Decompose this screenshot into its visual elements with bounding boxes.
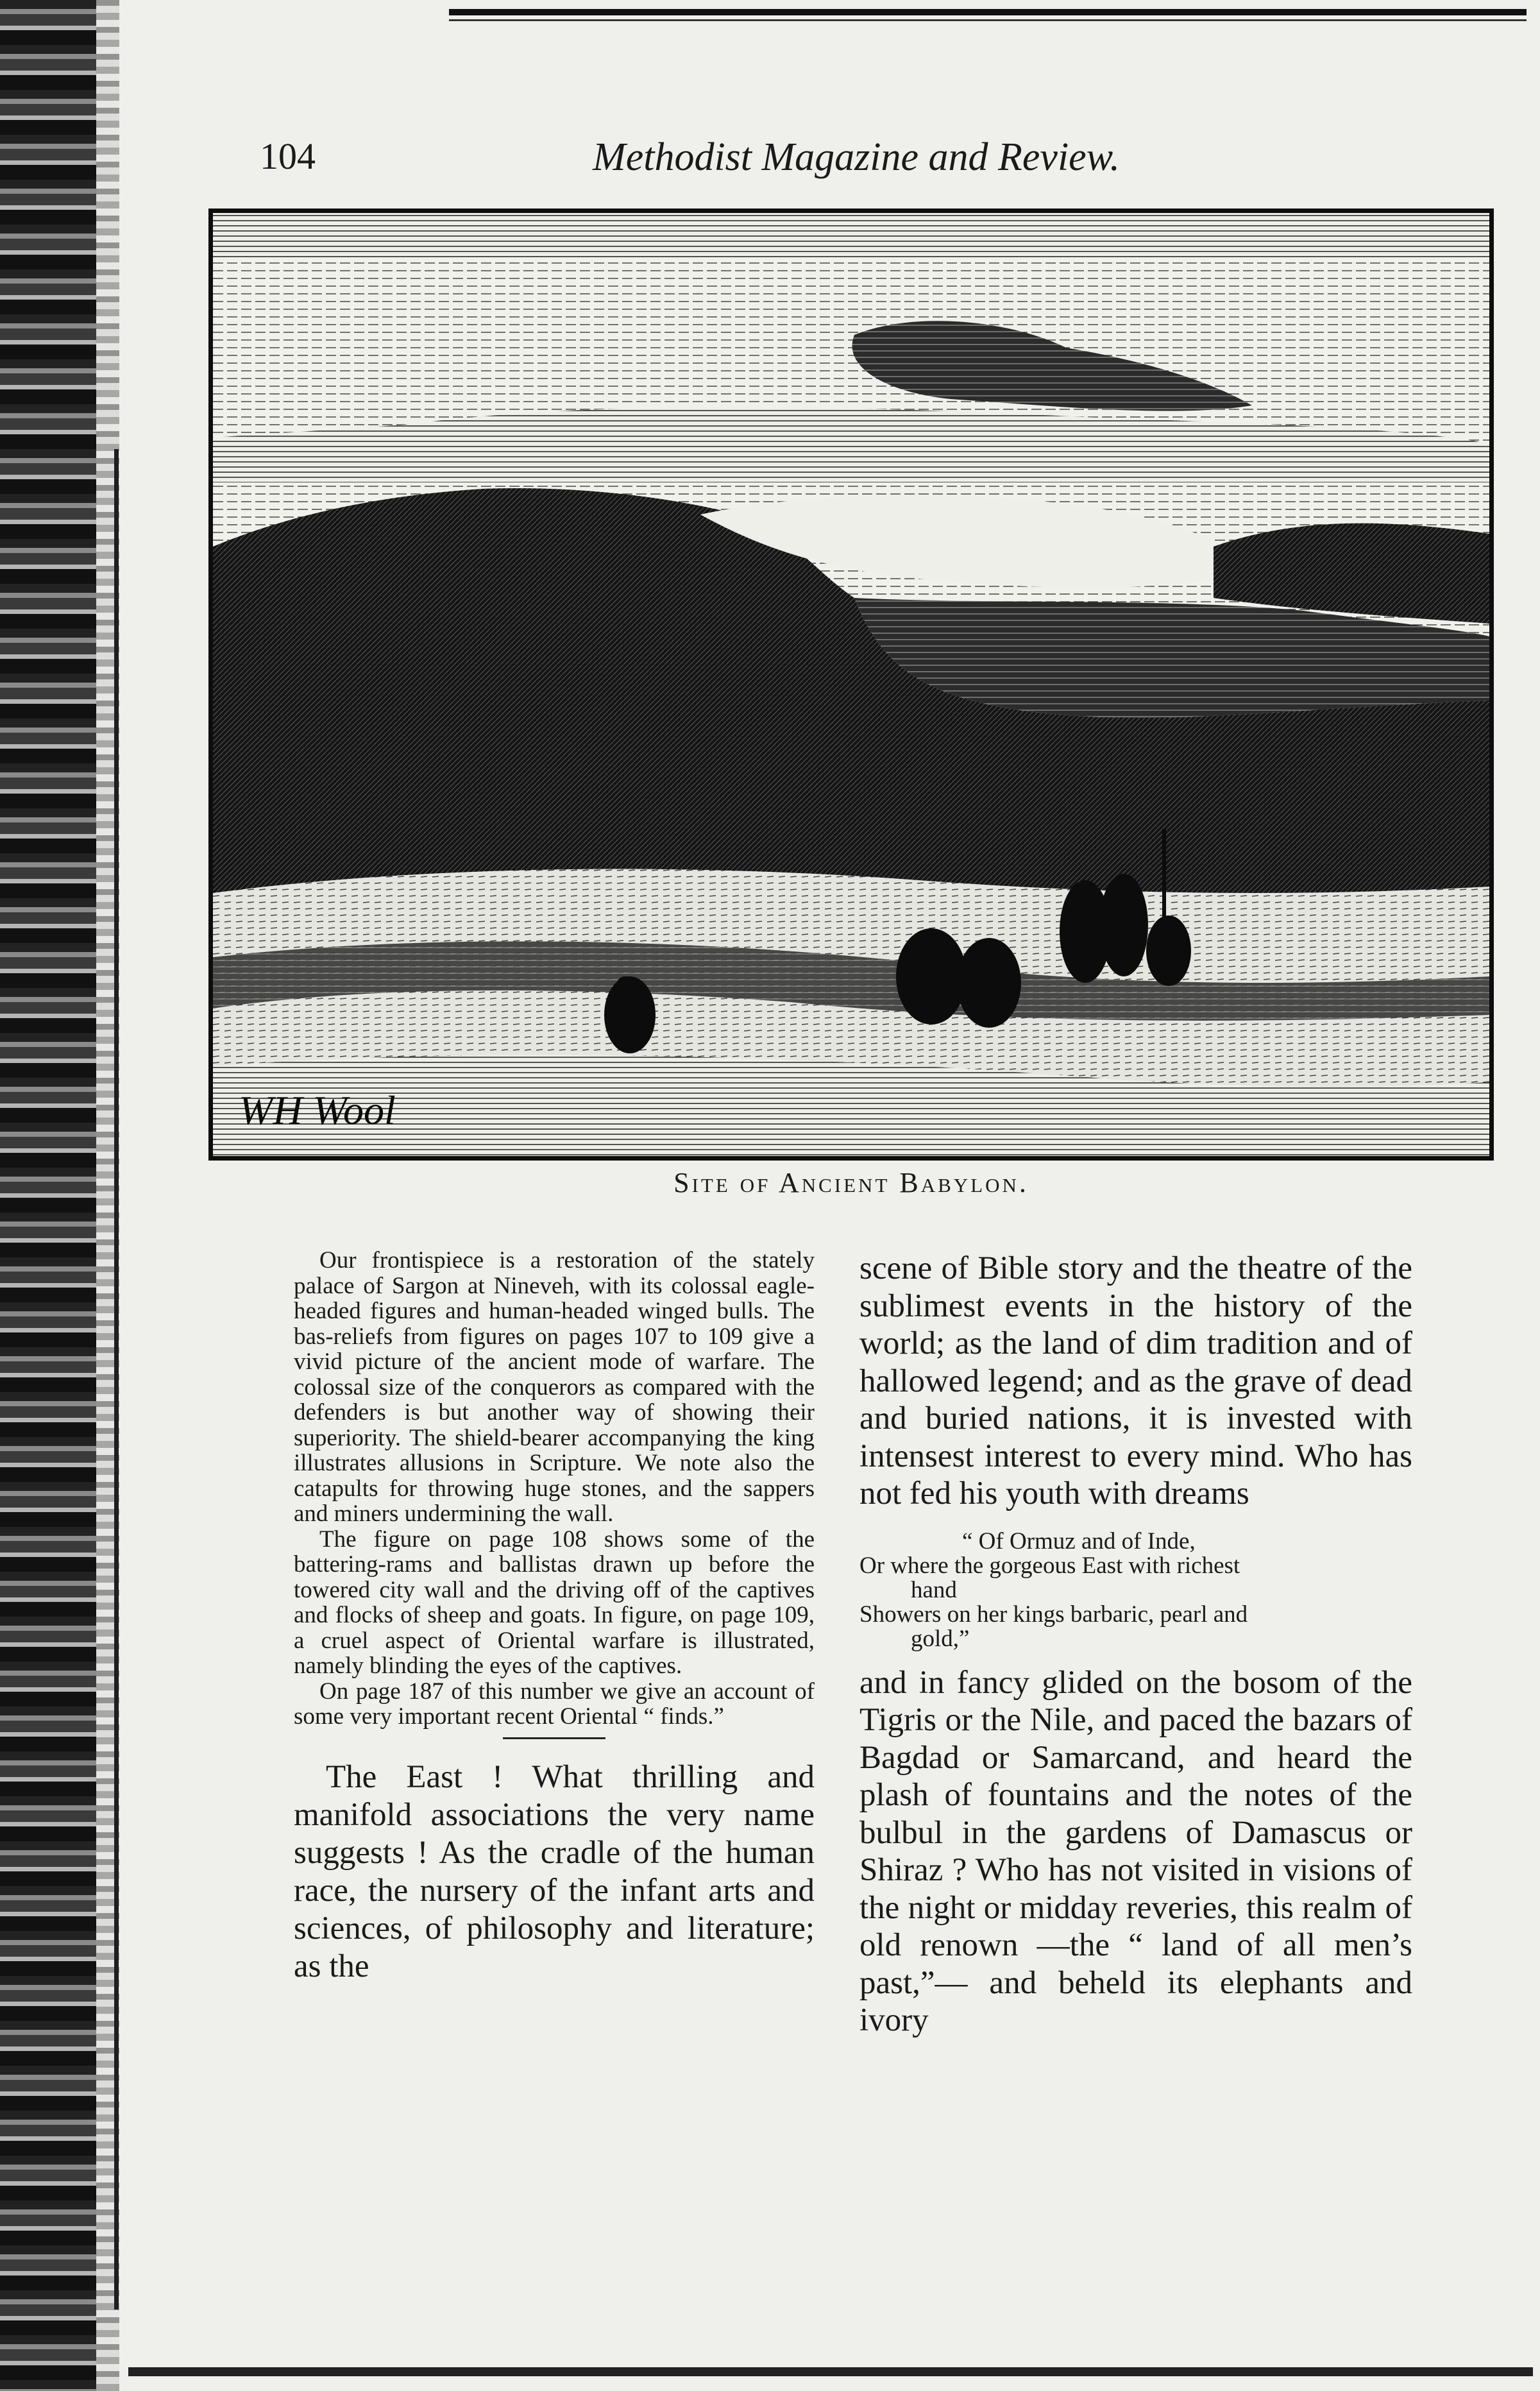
- left-column: [294, 1248, 815, 1986]
- section-divider: [503, 1737, 605, 1739]
- top-rule-thin: [449, 19, 1527, 21]
- verse-line: gold,”: [911, 1625, 970, 1652]
- verse-line: Or where the gorgeous East with richest: [859, 1552, 1240, 1579]
- verse-quotation: [859, 1529, 1412, 1651]
- bottom-rule: [128, 2367, 1533, 2376]
- note-paragraph: Our frontispiece is a restoration of the stately palace of Sargon at Nineveh, with its colossal eagle-headed figures and human-headed winged bulls. The bas-reliefs from figures on pages 107 to 109 give a vivid picture of the ancient mode of warfare. The colossal size of the conquerors as compared with the defenders is but another way of showing their superiority. The shield-bearer accompanying the king illustrates allusions in Scripture. We note also the catapults for throwing huge stones, and the sappers and miners undermining the wall.: [294, 1247, 815, 1527]
- verse-line: “ Of Ormuz and of Inde,: [962, 1527, 1196, 1554]
- engraving-site-of-babylon: [208, 208, 1494, 1161]
- page-header: [260, 135, 1453, 192]
- page-number: 104: [260, 135, 316, 177]
- body-paragraph: scene of Bible story and the theatre of the sublimest events in the history of the world; as the land of dim tradition and of hallowed legend; and as the grave of dead and buried nations, it is invested with intensest interest to every mind. Who has not fed his youth with dreams: [859, 1250, 1412, 1511]
- verse-line: hand: [911, 1576, 957, 1603]
- book-binding-edge: [0, 0, 96, 2391]
- verse-line: Showers on her kings barbaric, pearl and: [859, 1601, 1248, 1628]
- body-paragraph: The East ! What thrilling and manifold associations the very name suggests ! As the cradle of the human race, the nursery of the infant arts and sciences, of philosophy and literature; as the: [294, 1758, 815, 1984]
- note-paragraph: On page 187 of this number we give an account of some very important recent Oriental “ finds.”: [294, 1678, 815, 1730]
- top-rule: [449, 9, 1527, 15]
- right-column: [859, 1250, 1412, 2039]
- body-paragraph: and in fancy glided on the bosom of the Tigris or the Nile, and paced the bazars of Bagdad or Samarcand, and heard the plash of fountains and the notes of the bulbul in the gardens of Damascus or Shiraz ? Who has not visited in visions of the night or midday reveries, this realm of old renown —the “ land of all men’s past,”— and beheld its elephants and ivory: [859, 1664, 1412, 2038]
- engraver-signature: WH Wool: [239, 1087, 396, 1133]
- gutter-rule: [114, 449, 119, 2310]
- running-title: Methodist Magazine and Review.: [593, 135, 1120, 179]
- engraving-art: [213, 213, 1489, 1156]
- illustration-caption: Site of Ancient Babylon.: [673, 1167, 1029, 1198]
- note-paragraph: The figure on page 108 shows some of the battering-rams and ballistas drawn up before the towered city wall and the driving off of the captives and flocks of sheep and goats. In figure, on page 109, a cruel aspect of Oriental warfare is illustrated, namely blinding the eyes of the captives.: [294, 1526, 815, 1679]
